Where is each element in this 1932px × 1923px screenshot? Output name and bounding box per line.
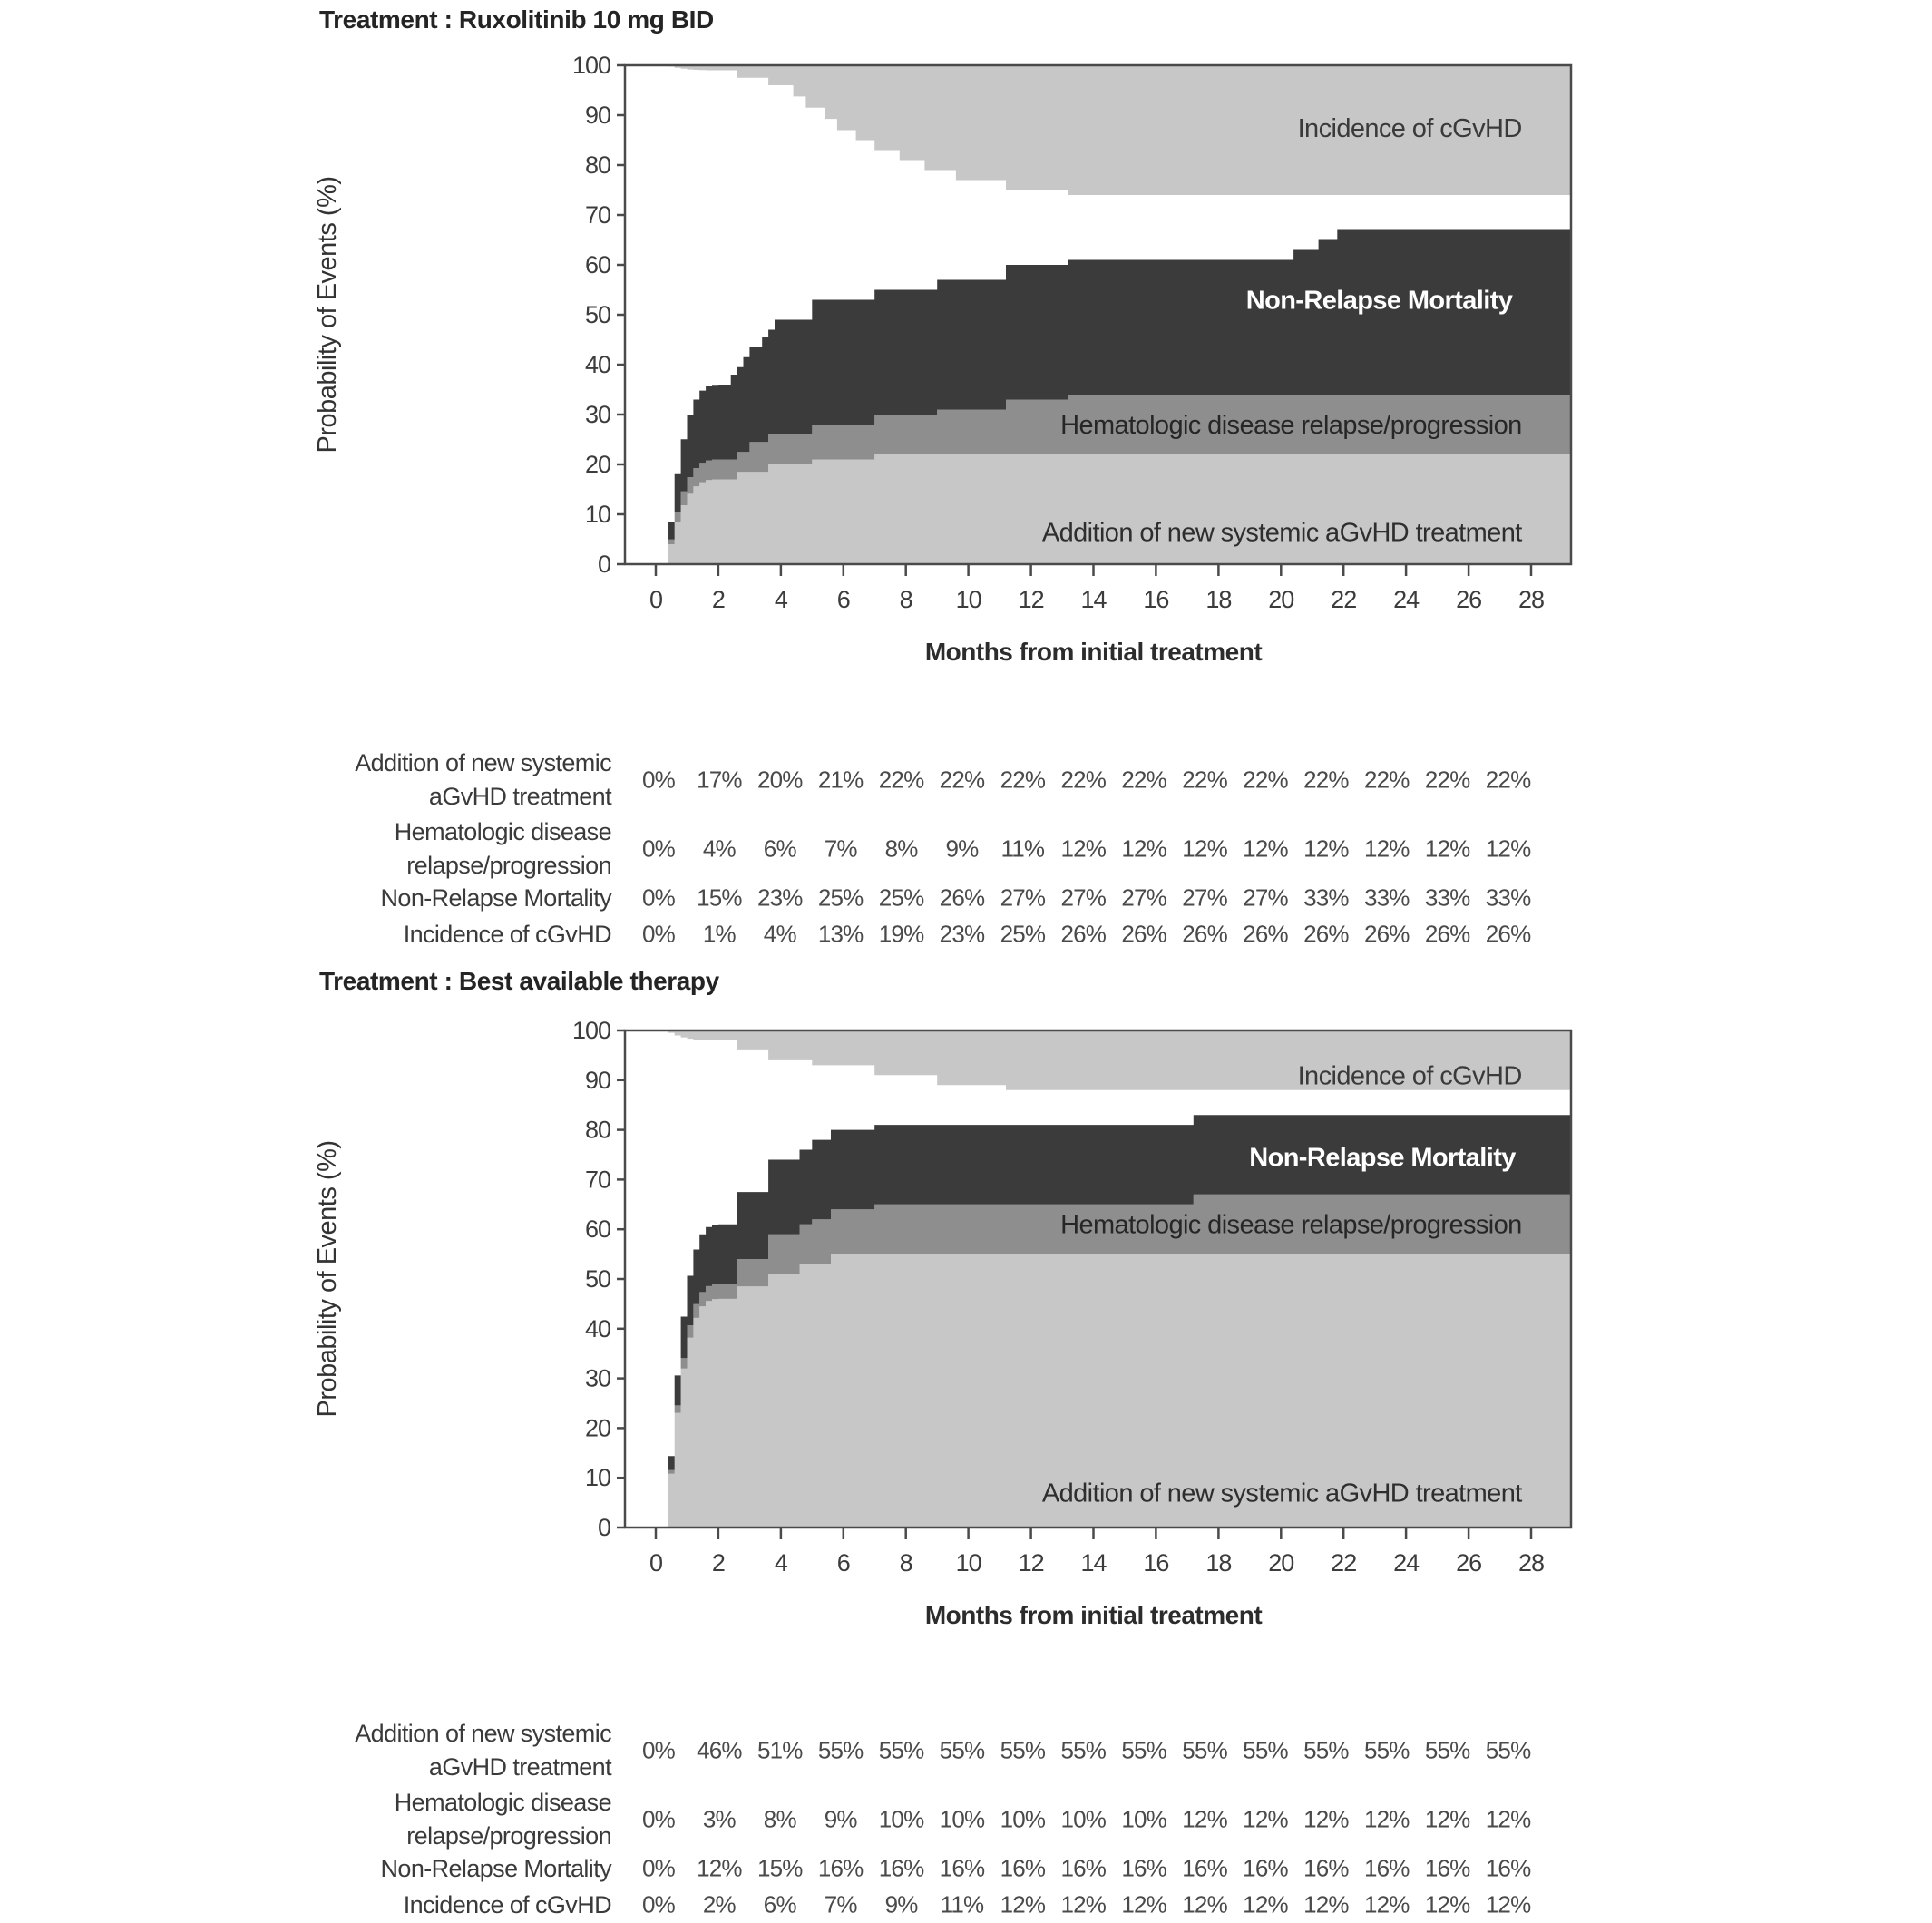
y-tick-label: 100 [571, 1017, 610, 1044]
x-tick-label: 8 [899, 586, 912, 613]
table-cell: 12% [1060, 1890, 1107, 1918]
table-cell: 0% [642, 835, 675, 863]
table-cell: 55% [817, 1736, 864, 1764]
table-cell: 9% [884, 1890, 918, 1918]
table-cell: 10% [1060, 1805, 1107, 1833]
table-cell: 0% [642, 1854, 675, 1882]
table-cell: 16% [1485, 1854, 1531, 1882]
table-cell: 16% [1363, 1854, 1410, 1882]
table-row-addition-of-new-systemic-agvhd-treatment [0, 1711, 1932, 1791]
y-tick-label: 90 [584, 102, 610, 129]
table-cell: 33% [1363, 883, 1410, 912]
table-cell: 12% [1000, 1890, 1046, 1918]
series-label-incidence-of-cgvhd: Incidence of cGvHD [1297, 113, 1522, 143]
table-cell: 0% [642, 766, 675, 794]
x-axis-label: Months from initial treatment [924, 1601, 1263, 1629]
table-cell: 12% [1485, 1805, 1531, 1833]
table-cell: 22% [1424, 766, 1470, 794]
table-cell: 12% [1303, 1805, 1349, 1833]
table-cell: 6% [763, 1890, 796, 1918]
x-tick-label: 10 [955, 1549, 981, 1576]
table-cell: 12% [1121, 1890, 1166, 1918]
y-tick-label: 30 [584, 1364, 610, 1392]
x-tick-label: 20 [1268, 1549, 1294, 1576]
table-cell: 12% [1424, 1805, 1470, 1833]
x-tick-label: 2 [711, 586, 725, 613]
table-cell: 55% [1243, 1736, 1288, 1764]
table-cell: 12% [1424, 1890, 1470, 1918]
table-cell: 55% [1121, 1736, 1166, 1764]
table-cell: 0% [642, 1890, 675, 1918]
table-cell: 27% [1060, 883, 1107, 912]
table-cell: 16% [939, 1854, 985, 1882]
table-cell: 10% [1000, 1805, 1046, 1833]
x-tick-label: 26 [1456, 1549, 1482, 1576]
table-cell: 33% [1424, 883, 1470, 912]
table-cell: 22% [939, 766, 985, 794]
table-cell: 7% [824, 835, 857, 863]
table-cell: 27% [1121, 883, 1166, 912]
x-tick-label: 16 [1143, 586, 1169, 613]
y-tick-label: 40 [584, 351, 610, 378]
panel1-title: Treatment : Ruxolitinib 10 mg BID [319, 5, 714, 34]
table-cell: 12% [1303, 1890, 1349, 1918]
table-cell: 27% [1243, 883, 1288, 912]
chart-svg [308, 994, 1615, 1684]
table-cell: 12% [1363, 1890, 1410, 1918]
table-cell: 26% [1485, 920, 1531, 948]
table-cell: 26% [1363, 920, 1410, 948]
x-tick-label: 0 [649, 1549, 663, 1576]
table-cell: 3% [702, 1805, 736, 1833]
table-row-addition-of-new-systemic-agvhd-treatment [0, 740, 1932, 820]
table-cell: 0% [642, 1805, 675, 1833]
table-cell: 22% [1485, 766, 1531, 794]
x-tick-label: 0 [649, 586, 663, 613]
table-cell: 2% [702, 1890, 736, 1918]
row-label-hematologic-disease-relapse-progression: Hematologic disease relapse/progression [394, 818, 611, 879]
table-cell: 25% [817, 883, 864, 912]
x-tick-label: 28 [1517, 1549, 1545, 1576]
table-cell: 10% [878, 1805, 924, 1833]
y-tick-label: 70 [584, 1166, 610, 1194]
table-cell: 26% [939, 883, 985, 912]
table-cell: 12% [1363, 835, 1410, 863]
x-tick-label: 4 [774, 586, 787, 613]
table-cell: 12% [1243, 1890, 1288, 1918]
table-cell: 55% [1424, 1736, 1470, 1764]
table-cell: 16% [1060, 1854, 1107, 1882]
table-cell: 7% [824, 1890, 857, 1918]
table-cell: 12% [1182, 835, 1227, 863]
table-row-non-relapse-mortality [0, 880, 1932, 916]
table-cell: 22% [1060, 766, 1107, 794]
table-cell: 55% [1000, 1736, 1046, 1764]
table-cell: 22% [1243, 766, 1288, 794]
x-tick-label: 18 [1205, 1549, 1232, 1576]
y-tick-label: 90 [584, 1066, 610, 1094]
y-tick-label: 0 [597, 551, 610, 578]
table-cell: 16% [878, 1854, 924, 1882]
table-row-hematologic-disease-relapse-progression [0, 1783, 1932, 1856]
series-label-hematologic-disease-relapse-progression: Hematologic disease relapse/progression [1060, 411, 1522, 440]
series-label-addition-of-new-systemic-agvhd-treatment: Addition of new systemic aGvHD treatment [1041, 518, 1522, 548]
table-cell: 26% [1243, 920, 1288, 948]
table-cell: 22% [878, 766, 924, 794]
table-cell: 16% [1121, 1854, 1166, 1882]
table-cell: 0% [642, 883, 675, 912]
row-label-non-relapse-mortality: Non-Relapse Mortality [380, 883, 611, 912]
table-cell: 8% [763, 1805, 796, 1833]
series-label-non-relapse-mortality: Non-Relapse Mortality [1249, 1143, 1516, 1173]
table-cell: 26% [1182, 920, 1227, 948]
table-cell: 8% [884, 835, 918, 863]
row-label-incidence-of-cgvhd: Incidence of cGvHD [403, 1890, 611, 1918]
table-cell: 23% [756, 883, 803, 912]
table-cell: 33% [1303, 883, 1349, 912]
y-tick-label: 20 [584, 1414, 610, 1442]
table-cell: 12% [1182, 1805, 1227, 1833]
table-cell: 22% [1121, 766, 1166, 794]
row-label-non-relapse-mortality: Non-Relapse Mortality [380, 1854, 611, 1882]
row-label-hematologic-disease-relapse-progression: Hematologic disease relapse/progression [394, 1789, 611, 1850]
table-cell: 12% [1121, 835, 1166, 863]
table-cell: 16% [1243, 1854, 1288, 1882]
table-cell: 12% [1303, 835, 1349, 863]
chart-svg [308, 36, 1615, 726]
table-cell: 23% [939, 920, 985, 948]
x-tick-label: 14 [1080, 586, 1107, 613]
table-cell: 16% [1424, 1854, 1470, 1882]
table-cell: 12% [1424, 835, 1470, 863]
table-cell: 6% [763, 835, 796, 863]
x-tick-label: 8 [899, 1549, 912, 1576]
table-cell: 55% [1303, 1736, 1349, 1764]
table-cell: 26% [1303, 920, 1349, 948]
table-cell: 55% [939, 1736, 985, 1764]
table-row-incidence-of-cgvhd [0, 1887, 1932, 1923]
table-cell: 33% [1485, 883, 1531, 912]
table-cell: 26% [1121, 920, 1166, 948]
panel1-chart [308, 36, 1615, 726]
table-cell: 16% [1000, 1854, 1046, 1882]
y-tick-label: 60 [584, 1215, 610, 1244]
table-cell: 12% [1060, 835, 1107, 863]
table-cell: 9% [824, 1805, 857, 1833]
table-cell: 27% [1182, 883, 1227, 912]
table-cell: 12% [1182, 1890, 1227, 1918]
y-tick-label: 50 [584, 301, 610, 328]
table-row-hematologic-disease-relapse-progression [0, 813, 1932, 885]
table-cell: 0% [642, 920, 675, 948]
y-axis-label: Probability of Events (%) [313, 176, 342, 454]
row-label-incidence-of-cgvhd: Incidence of cGvHD [403, 920, 611, 948]
panel2-chart [308, 994, 1615, 1684]
y-axis-label: Probability of Events (%) [313, 1140, 342, 1418]
table-cell: 0% [642, 1736, 675, 1764]
x-tick-label: 16 [1143, 1549, 1169, 1576]
table-cell: 25% [1000, 920, 1046, 948]
table-row-non-relapse-mortality [0, 1850, 1932, 1887]
table-cell: 16% [817, 1854, 864, 1882]
table-cell: 4% [702, 835, 736, 863]
table-cell: 26% [1060, 920, 1107, 948]
x-tick-label: 18 [1205, 586, 1232, 613]
y-tick-label: 60 [584, 251, 610, 278]
table-cell: 10% [939, 1805, 985, 1833]
table-row-incidence-of-cgvhd [0, 916, 1932, 952]
table-cell: 22% [1303, 766, 1349, 794]
table-cell: 21% [817, 766, 864, 794]
table-cell: 4% [763, 920, 796, 948]
x-tick-label: 20 [1268, 586, 1294, 613]
table-cell: 55% [1485, 1736, 1531, 1764]
series-label-addition-of-new-systemic-agvhd-treatment: Addition of new systemic aGvHD treatment [1041, 1479, 1522, 1508]
x-tick-label: 12 [1018, 1549, 1044, 1576]
panel2-title: Treatment : Best available therapy [319, 967, 719, 995]
y-tick-label: 10 [584, 501, 610, 528]
x-tick-label: 10 [955, 586, 981, 613]
table-cell: 55% [1363, 1736, 1410, 1764]
y-tick-label: 80 [584, 1116, 610, 1144]
table-cell: 16% [1182, 1854, 1227, 1882]
x-tick-label: 6 [836, 586, 850, 613]
x-tick-label: 26 [1456, 586, 1482, 613]
x-tick-label: 24 [1393, 1549, 1420, 1576]
panel1-table [0, 740, 1932, 976]
table-cell: 55% [1060, 1736, 1107, 1764]
table-cell: 51% [756, 1736, 803, 1764]
table-cell: 22% [1000, 766, 1046, 794]
x-tick-label: 4 [774, 1549, 787, 1576]
table-cell: 9% [945, 835, 979, 863]
table-cell: 15% [697, 883, 742, 912]
y-tick-label: 70 [584, 201, 610, 229]
table-cell: 25% [878, 883, 924, 912]
y-tick-label: 50 [584, 1265, 610, 1293]
table-cell: 16% [1303, 1854, 1349, 1882]
table-cell: 12% [1243, 1805, 1288, 1833]
table-cell: 12% [1243, 835, 1288, 863]
table-cell: 20% [756, 766, 803, 794]
x-tick-label: 12 [1018, 586, 1044, 613]
series-label-hematologic-disease-relapse-progression: Hematologic disease relapse/progression [1060, 1210, 1522, 1240]
table-cell: 27% [1000, 883, 1046, 912]
table-cell: 12% [1485, 1890, 1531, 1918]
table-cell: 13% [817, 920, 864, 948]
y-tick-label: 10 [584, 1464, 610, 1492]
series-label-incidence-of-cgvhd: Incidence of cGvHD [1297, 1061, 1522, 1091]
table-cell: 10% [1121, 1805, 1166, 1833]
table-cell: 26% [1424, 920, 1470, 948]
x-axis-label: Months from initial treatment [924, 638, 1263, 666]
x-tick-label: 22 [1331, 586, 1357, 613]
y-tick-label: 40 [584, 1314, 610, 1342]
x-tick-label: 24 [1393, 586, 1420, 613]
y-tick-label: 0 [597, 1514, 610, 1541]
y-tick-label: 80 [584, 151, 610, 179]
area-addition-of-new-systemic-agvhd-treatment [656, 454, 1571, 564]
x-tick-label: 28 [1517, 586, 1545, 613]
table-cell: 22% [1182, 766, 1227, 794]
table-cell: 17% [697, 766, 742, 794]
x-tick-label: 22 [1331, 1549, 1357, 1576]
table-cell: 11% [1000, 835, 1045, 863]
y-tick-label: 100 [571, 52, 610, 79]
table-cell: 12% [697, 1854, 742, 1882]
row-label-addition-of-new-systemic-agvhd-treatment: Addition of new systemic aGvHD treatment [355, 1720, 611, 1781]
table-cell: 22% [1363, 766, 1410, 794]
x-tick-label: 6 [836, 1549, 850, 1576]
series-label-non-relapse-mortality: Non-Relapse Mortality [1245, 286, 1513, 316]
panel2-table [0, 1711, 1932, 1923]
row-label-addition-of-new-systemic-agvhd-treatment: Addition of new systemic aGvHD treatment [355, 749, 611, 810]
table-cell: 46% [697, 1736, 742, 1764]
table-cell: 12% [1363, 1805, 1410, 1833]
y-tick-label: 20 [584, 451, 610, 478]
y-tick-label: 30 [584, 401, 610, 428]
x-tick-label: 14 [1080, 1549, 1107, 1576]
table-cell: 19% [878, 920, 924, 948]
table-cell: 12% [1485, 835, 1531, 863]
table-cell: 1% [702, 920, 736, 948]
table-cell: 55% [1182, 1736, 1227, 1764]
table-cell: 55% [878, 1736, 924, 1764]
table-cell: 15% [756, 1854, 803, 1882]
x-tick-label: 2 [711, 1549, 725, 1576]
table-cell: 11% [940, 1890, 984, 1918]
